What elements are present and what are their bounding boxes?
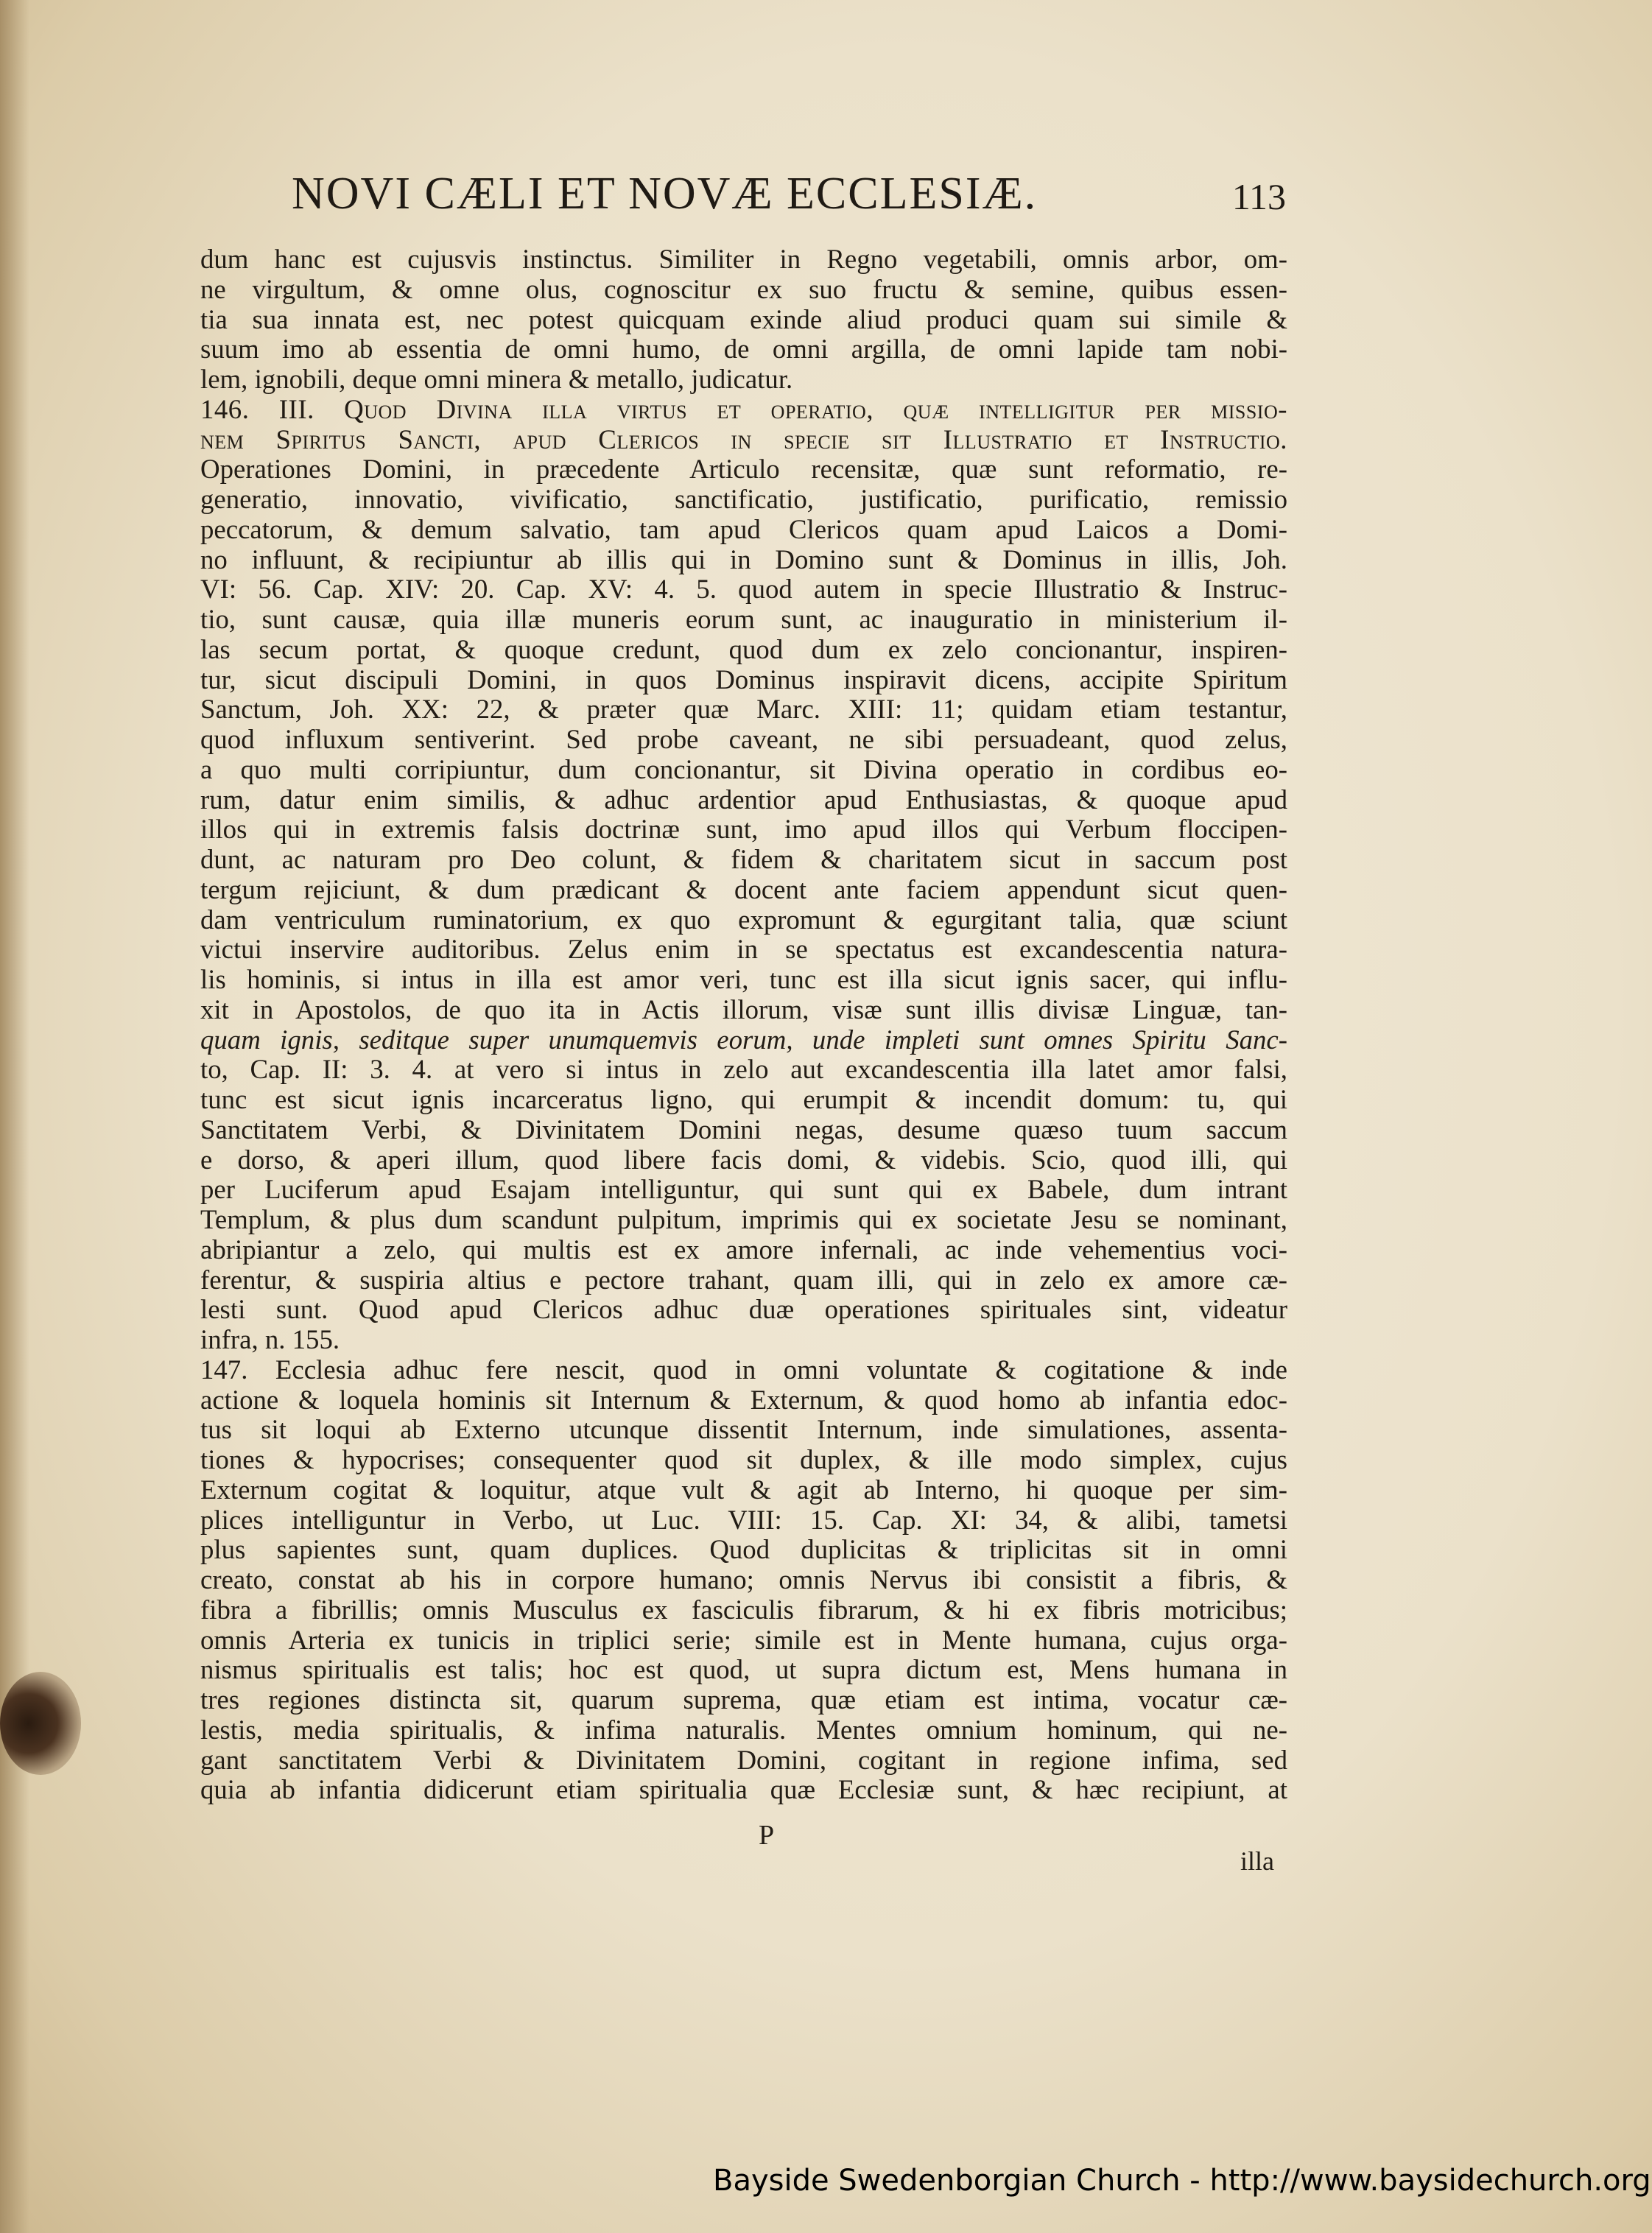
text-line: nem Spiritus Sancti, apud Clericos in specie sit Illustratio et Instructio. bbox=[200, 424, 1287, 454]
text-line: ferentur, & suspiria altius e pectore trahant, quam illi, qui in zelo ex amore cæ- bbox=[200, 1265, 1287, 1295]
text-line: lestis, media spiritualis, & infima naturalis. Mentes omnium hominum, qui ne- bbox=[200, 1715, 1287, 1745]
text-line: Operationes Domini, in præcedente Articulo recensitæ, quæ sunt reformatio, re- bbox=[200, 454, 1287, 485]
text-line: las secum portat, & quoque credunt, quod dum ex zelo concionantur, inspiren- bbox=[200, 634, 1287, 664]
body-text bbox=[200, 245, 1287, 1805]
ink-stain bbox=[0, 1672, 81, 1775]
text-line: abripiantur a zelo, qui multis est ex amore infernali, ac inde vehementius voci- bbox=[200, 1234, 1287, 1265]
text-line: victui inservire auditoribus. Zelus enim in se spectatus est excandescentia natura- bbox=[200, 935, 1287, 965]
text-line: tres regiones distincta sit, quarum suprema, quæ etiam est intima, vocatur cæ- bbox=[200, 1685, 1287, 1715]
text-line: Sanctum, Joh. XX: 22, & præter quæ Marc. XIII: 11; quidam etiam testantur, bbox=[200, 694, 1287, 725]
text-line: Templum, & plus dum scandunt pulpitum, imprimis qui ex societate Jesu se nominant, bbox=[200, 1205, 1287, 1234]
text-line: plices intelliguntur in Verbo, ut Luc. VIII: 15. Cap. XI: 34, & alibi, tametsi bbox=[200, 1505, 1287, 1535]
text-line: xit in Apostolos, de quo ita in Actis illorum, visæ sunt illis divisæ Linguæ, tan- bbox=[200, 994, 1287, 1024]
text-line: nismus spiritualis est talis; hoc est quod, ut supra dictum est, Mens humana in bbox=[200, 1655, 1287, 1685]
text-line: to, Cap. II: 3. 4. at vero si intus in zelo aut excandescentia illa latet amor falsi, bbox=[200, 1055, 1287, 1085]
text-line: ne virgultum, & omne olus, cognoscitur ex suo fructu & semine, quibus essen- bbox=[200, 274, 1287, 304]
catchword: illa bbox=[1240, 1846, 1274, 1876]
text-line: lis hominis, si intus in illa est amor veri, tunc est illa sicut ignis sacer, qui influ- bbox=[200, 965, 1287, 994]
text-line: omnis Arteria ex tunicis in triplici serie; simile est in Mente humana, cujus orga- bbox=[200, 1625, 1287, 1655]
page-number: 113 bbox=[1231, 176, 1286, 217]
text-line: generatio, innovatio, vivificatio, sanctificatio, justificatio, purificatio, remissio bbox=[200, 485, 1287, 514]
text-line: quia ab infantia didicerunt etiam spiritualia quæ Ecclesiæ sunt, & hæc recipiunt, at bbox=[200, 1775, 1287, 1805]
text-line: e dorso, & aperi illum, quod libere facis domi, & videbis. Scio, quod illi, qui bbox=[200, 1144, 1287, 1175]
text-line: infra, n. 155. bbox=[200, 1325, 340, 1354]
text-line: tunc est sicut ignis incarceratus ligno, qui erumpit & incendit domum: tu, qui bbox=[200, 1085, 1287, 1114]
text-line: Sanctitatem Verbi, & Divinitatem Domini negas, desume quæso tuum saccum bbox=[200, 1114, 1287, 1144]
text-line: creato, constat ab his in corpore humano; omnis Nervus ibi consistit a fibris, & bbox=[200, 1565, 1287, 1594]
text-line: actione & loquela hominis sit Internum & Externum, & quod homo ab infantia edoc- bbox=[200, 1385, 1287, 1415]
text-line: quam ignis, seditque super unumquemvis eorum, unde impleti sunt omnes Spiritu Sanc- bbox=[200, 1024, 1287, 1055]
text-line: per Luciferum apud Esajam intelliguntur, qui sunt qui ex Babele, dum intrant bbox=[200, 1175, 1287, 1205]
text-line: tio, sunt causæ, quia illæ muneris eorum sunt, ac inauguratio in ministerium il- bbox=[200, 605, 1287, 634]
text-line: fibra a fibrillis; omnis Musculus ex fasciculis fibrarum, & hi ex fibris motricibus; bbox=[200, 1594, 1287, 1625]
text-line: VI: 56. Cap. XIV: 20. Cap. XV: 4. 5. quod autem in specie Illustratio & Instruc- bbox=[200, 574, 1287, 605]
text-line: dum hanc est cujusvis instinctus. Similiter in Regno vegetabili, omnis arbor, om- bbox=[200, 245, 1287, 274]
text-line: tia sua innata est, nec potest quicquam exinde aliud produci quam sui simile & bbox=[200, 304, 1287, 334]
text-line: 146. III. Quod Divina illa virtus et operatio, quæ intelligitur per missio- bbox=[200, 394, 1287, 424]
signature-mark: P bbox=[759, 1820, 775, 1851]
text-line: illos qui in extremis falsis doctrinæ sunt, imo apud illos qui Verbum floccipen- bbox=[200, 815, 1287, 845]
text-line: rum, datur enim similis, & adhuc ardentior apud Enthusiastas, & quoque apud bbox=[200, 784, 1287, 815]
watermark-caption: Bayside Swedenborgian Church - http://www.baysidechurch.org bbox=[713, 2164, 1651, 2198]
text-line: Externum cogitat & loquitur, atque vult & agit ab Interno, hi quoque per sim- bbox=[200, 1474, 1287, 1505]
text-line: a quo multi corripiuntur, dum concionantur, sit Divina operatio in cordibus eo- bbox=[200, 754, 1287, 784]
text-line: tergum rejiciunt, & dum prædicant & docent ante faciem appendunt sicut quen- bbox=[200, 874, 1287, 904]
text-line: peccatorum, & demum salvatio, tam apud Clericos quam apud Laicos a Domi- bbox=[200, 514, 1287, 544]
text-line: lesti sunt. Quod apud Clericos adhuc duæ operationes spirituales sint, videatur bbox=[200, 1295, 1287, 1325]
running-title: NOVI CÆLI ET NOVÆ ECCLESIÆ. bbox=[292, 169, 1038, 219]
text-line: gant sanctitatem Verbi & Divinitatem Domini, cogitant in regione infima, sed bbox=[200, 1745, 1287, 1775]
text-line: tus sit loqui ab Externo utcunque dissentit Internum, inde simulationes, assenta- bbox=[200, 1415, 1287, 1445]
text-line: dunt, ac naturam pro Deo colunt, & fidem & charitatem sicut in saccum post bbox=[200, 845, 1287, 874]
text-line: suum imo ab essentia de omni humo, de omni argilla, de omni lapide tam nobi- bbox=[200, 334, 1287, 365]
text-line: no influunt, & recipiuntur ab illis qui in Domino sunt & Dominus in illis, Joh. bbox=[200, 544, 1287, 574]
text-line: 147. Ecclesia adhuc fere nescit, quod in omni voluntate & cogitatione & inde bbox=[200, 1354, 1287, 1385]
text-line: lem, ignobili, deque omni minera & metallo, judicatur. bbox=[200, 365, 793, 394]
text-line: dam ventriculum ruminatorium, ex quo expromunt & egurgitant talia, quæ sciunt bbox=[200, 904, 1287, 935]
page-edge-shadow bbox=[0, 0, 29, 2233]
text-line: tur, sicut discipuli Domini, in quos Dominus inspiravit dicens, accipite Spiritum bbox=[200, 664, 1287, 694]
text-line: quod influxum sentiverint. Sed probe caveant, ne sibi persuadeant, quod zelus, bbox=[200, 725, 1287, 754]
text-line: plus sapientes sunt, quam duplices. Quod duplicitas & triplicitas sit in omni bbox=[200, 1535, 1287, 1565]
page-header bbox=[292, 168, 1286, 234]
text-line: tiones & hypocrises; consequenter quod sit duplex, & ille modo simplex, cujus bbox=[200, 1445, 1287, 1474]
